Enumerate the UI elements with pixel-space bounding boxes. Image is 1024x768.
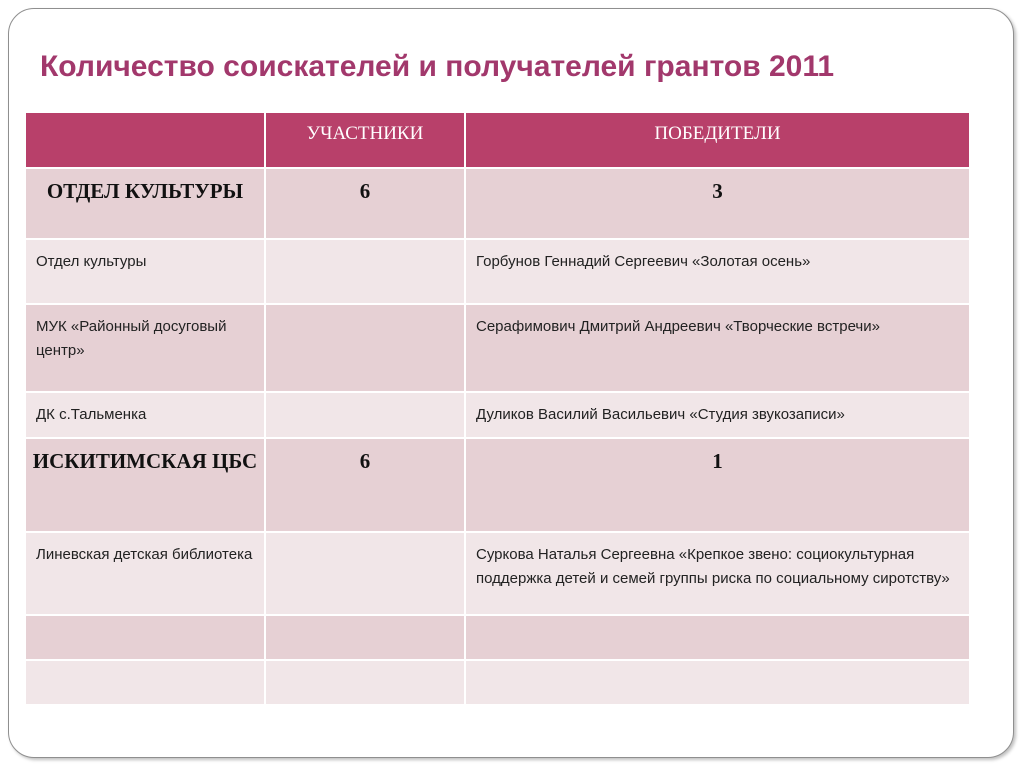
org-cell: Отдел культуры xyxy=(25,239,265,304)
empty-cell xyxy=(25,660,265,705)
group-winners-count: 3 xyxy=(465,168,970,239)
grants-table xyxy=(24,111,971,706)
winner-cell: Серафимович Дмитрий Андреевич «Творческие встречи» xyxy=(465,304,970,392)
participants-cell xyxy=(265,304,465,392)
participants-cell xyxy=(265,239,465,304)
group-name: ОТДЕЛ КУЛЬТУРЫ xyxy=(25,168,265,239)
empty-cell xyxy=(465,660,970,705)
empty-cell xyxy=(465,615,970,660)
group-row-culture xyxy=(25,168,970,239)
table-row xyxy=(25,304,970,392)
org-cell: Линевская детская библиотека xyxy=(25,532,265,615)
winner-cell: Дуликов Василий Васильевич «Студия звукозаписи» xyxy=(465,392,970,438)
empty-cell xyxy=(265,660,465,705)
empty-cell xyxy=(265,615,465,660)
group-participants-count: 6 xyxy=(265,438,465,532)
table-row xyxy=(25,532,970,615)
participants-cell xyxy=(265,532,465,615)
slide-title: Количество соискателей и получателей грантов 2011 xyxy=(40,50,835,83)
table-header-row xyxy=(25,112,970,168)
empty-row xyxy=(25,615,970,660)
participants-cell xyxy=(265,392,465,438)
header-winners: ПОБЕДИТЕЛИ xyxy=(465,112,970,168)
table-row xyxy=(25,239,970,304)
header-empty-cell xyxy=(25,112,265,168)
org-cell: МУК «Районный досуговый центр» xyxy=(25,304,265,392)
empty-row xyxy=(25,660,970,705)
winner-cell: Горбунов Геннадий Сергеевич «Золотая осень» xyxy=(465,239,970,304)
group-row-iskitim xyxy=(25,438,970,532)
winner-cell: Суркова Наталья Сергеевна «Крепкое звено: социокультурная поддержка детей и семей группы риска по социальному сиротству» xyxy=(465,532,970,615)
header-participants: УЧАСТНИКИ xyxy=(265,112,465,168)
group-name: ИСКИТИМСКАЯ ЦБС xyxy=(25,438,265,532)
empty-cell xyxy=(25,615,265,660)
group-participants-count: 6 xyxy=(265,168,465,239)
group-winners-count: 1 xyxy=(465,438,970,532)
org-cell: ДК с.Тальменка xyxy=(25,392,265,438)
table-row xyxy=(25,392,970,438)
